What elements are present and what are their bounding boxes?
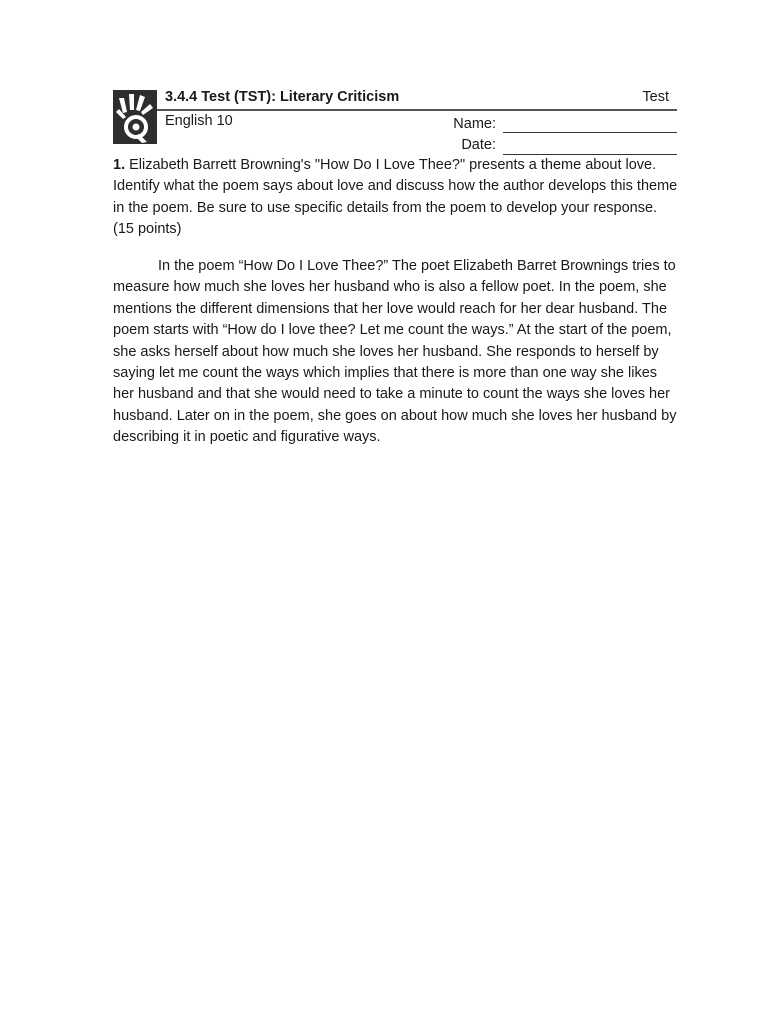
name-field[interactable] xyxy=(503,132,677,133)
school-logo-icon xyxy=(113,90,157,144)
header-divider xyxy=(157,109,677,111)
question-text: Elizabeth Barrett Browning's "How Do I Love Thee?" presents a theme about love. Identify what the poem says about love and discuss how the author develops this theme in the poem. Be sure to use specific details from the poem to develop your response. (15 points) xyxy=(113,157,678,238)
course-name: English 10 xyxy=(165,113,233,129)
question-number: 1. xyxy=(113,157,126,173)
test-type-label: Test xyxy=(642,89,669,105)
date-label: Date: xyxy=(461,137,496,153)
answer-text: In the poem “How Do I Love Thee?” The poet Elizabeth Barret Brownings tries to measure how much she loves her husband who is also a fellow poet. In the poem, she mentions the different dimensions that her love would reach for her dear husband. The poem starts with “How do I love thee? Let me count the ways.” At the start of the poem, she asks herself about how much she loves her husband. She responds to herself by saying let me count the ways which implies that there is more than one way she likes her husband and that she would need to take a minute to count the ways she loves her husband. Later on in the poem, she goes on about how much she loves her husband by describing it in poetic and figurative ways. xyxy=(113,258,677,446)
question-prompt xyxy=(113,155,679,241)
name-label: Name: xyxy=(453,116,496,132)
test-title: 3.4.4 Test (TST): Literary Criticism xyxy=(165,89,400,105)
